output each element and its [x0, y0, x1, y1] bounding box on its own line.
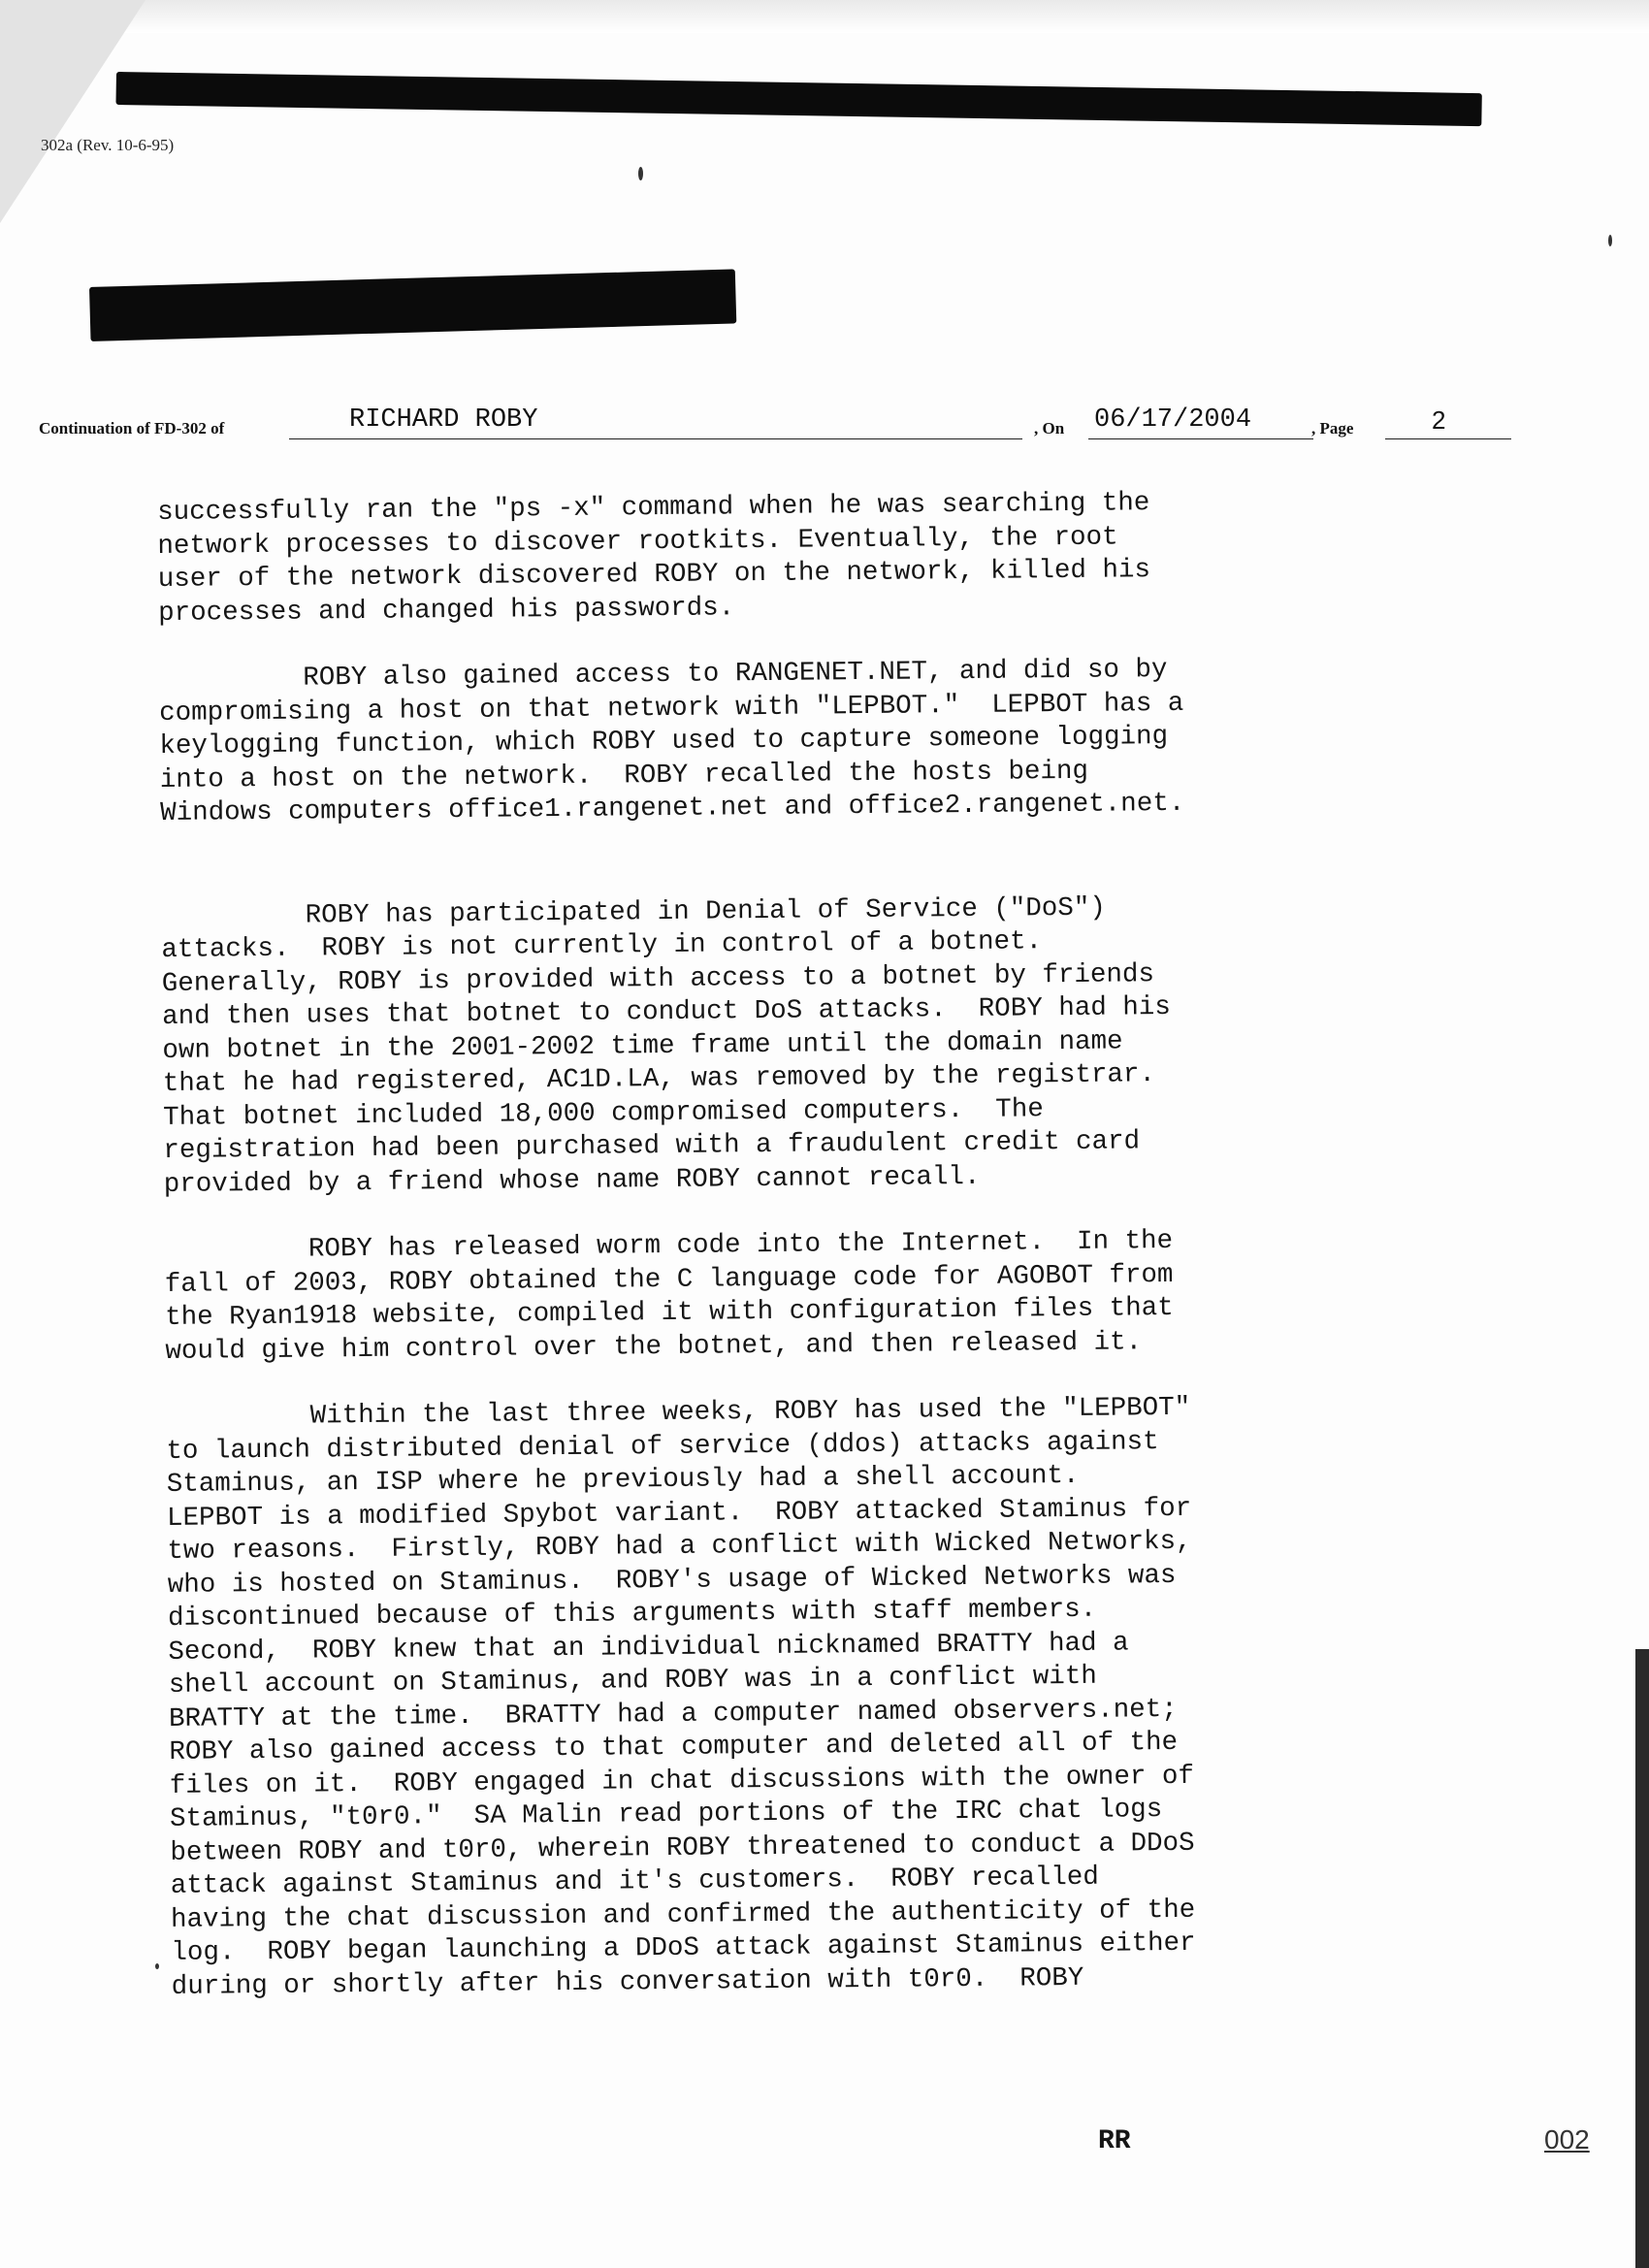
page-number-rule	[1385, 438, 1511, 439]
date-rule	[1088, 438, 1313, 439]
page-top-edge	[0, 0, 1649, 33]
narrative-line: ROBY has released worm code into the Internet. In the	[164, 1225, 1174, 1266]
narrative-line: Staminus, "t0r0." SA Malin read portions of the IRC chat logs	[169, 1795, 1163, 1834]
page-number: 2	[1432, 405, 1446, 435]
date-label: , On	[1034, 419, 1065, 437]
narrative-line: into a host on the network. ROBY recalled the hosts being	[159, 756, 1089, 795]
paragraph-gap	[160, 818, 1480, 900]
narrative-line: Staminus, an ISP where he previously had a shell account.	[166, 1460, 1080, 1500]
narrative-line: Windows computers office1.rangenet.net and office2.rangenet.net.	[159, 788, 1185, 828]
narrative-line: Generally, ROBY is provided with access to a botnet by friends	[161, 958, 1155, 999]
scan-edge-bar	[1635, 1649, 1649, 2268]
scan-speck	[155, 1963, 159, 1969]
scan-speck	[638, 167, 643, 180]
narrative-line: having the chat discussion and confirmed the authenticity of the	[170, 1895, 1196, 1935]
narrative-line: during or shortly after his conversation with t0r0. ROBY	[171, 1962, 1084, 2002]
narrative-line: log. ROBY began launching a DDoS attack against Staminus either	[171, 1928, 1196, 1968]
form-number: 302a (Rev. 10-6-95)	[41, 136, 175, 154]
narrative-line: who is hosted on Staminus. ROBY's usage of Wicked Networks was	[167, 1560, 1177, 1601]
page-label: , Page	[1311, 419, 1354, 437]
interview-narrative	[157, 484, 1491, 2004]
narrative-line: between ROBY and t0r0, wherein ROBY threatened to conduct a DDoS	[170, 1828, 1195, 1868]
narrative-line: ROBY also gained access to that computer and deleted all of the	[169, 1727, 1179, 1767]
narrative-line: user of the network discovered ROBY on the network, killed his	[157, 555, 1151, 595]
narrative-line: keylogging function, which ROBY used to capture someone logging	[159, 722, 1169, 761]
footer-initials: RR	[1098, 2126, 1131, 2156]
bates-number: 002	[1544, 2124, 1590, 2155]
narrative-line: own botnet in the 2001-2002 time frame until the domain name	[162, 1025, 1123, 1066]
narrative-line: ROBY also gained access to RANGENET.NET, and did so by	[158, 655, 1168, 695]
redaction-bar-top	[115, 72, 1481, 126]
subject-name-rule	[289, 438, 1022, 439]
subject-name: RICHARD ROBY	[349, 405, 538, 435]
narrative-line: the Ryan1918 website, compiled it with configuration files that	[164, 1292, 1174, 1333]
narrative-line: ROBY has participated in Denial of Service ("DoS")	[161, 892, 1106, 932]
narrative-line: compromising a host on that network with "LEPBOT." LEPBOT has a	[158, 688, 1184, 729]
narrative-line: that he had registered, AC1D.LA, was removed by the registrar.	[162, 1059, 1156, 1099]
narrative-line: Within the last three weeks, ROBY has used the "LEPBOT"	[165, 1392, 1191, 1433]
continuation-header	[0, 405, 1552, 444]
interview-date: 06/17/2004	[1094, 405, 1252, 435]
narrative-line: shell account on Staminus, and ROBY was in a conflict with	[168, 1661, 1098, 1701]
narrative-line: processes and changed his passwords.	[158, 592, 735, 629]
narrative-line: BRATTY at the time. BRATTY had a computer named observers.net;	[168, 1694, 1178, 1734]
folded-corner	[0, 0, 146, 223]
narrative-line: and then uses that botnet to conduct DoS attacks. ROBY had his	[162, 991, 1171, 1032]
narrative-line: attacks. ROBY is not currently in control of a botnet.	[161, 926, 1043, 965]
continuation-label: Continuation of FD-302 of	[39, 419, 225, 437]
narrative-line: That botnet included 18,000 compromised computers. The	[162, 1093, 1044, 1133]
narrative-line: successfully ran the "ps -x" command when he was searching the	[157, 488, 1150, 528]
narrative-line: to launch distributed denial of service (ddos) attacks against	[166, 1426, 1159, 1467]
narrative-line: Second, ROBY knew that an individual nicknamed BRATTY had a	[168, 1627, 1129, 1668]
narrative-line: would give him control over the botnet, and then released it.	[165, 1326, 1143, 1367]
narrative-line: LEPBOT is a modified Spybot variant. ROBY attacked Staminus for	[166, 1493, 1192, 1534]
narrative-line: files on it. ROBY engaged in chat discussions with the owner of	[169, 1761, 1195, 1801]
narrative-line: fall of 2003, ROBY obtained the C language code for AGOBOT from	[164, 1259, 1174, 1300]
narrative-line: registration had been purchased with a fraudulent credit card	[163, 1126, 1141, 1166]
narrative-line: provided by a friend whose name ROBY cannot recall.	[163, 1161, 981, 1200]
narrative-line: network processes to discover rootkits. Eventually, the root	[157, 521, 1118, 562]
narrative-line: discontinued because of this arguments with staff members.	[167, 1594, 1097, 1634]
scan-speck	[1608, 235, 1612, 246]
redaction-bar-middle	[89, 269, 736, 341]
narrative-line: attack against Staminus and it's customers. ROBY recalled	[170, 1862, 1100, 1901]
narrative-line: two reasons. Firstly, ROBY had a conflict with Wicked Networks,	[167, 1526, 1192, 1567]
